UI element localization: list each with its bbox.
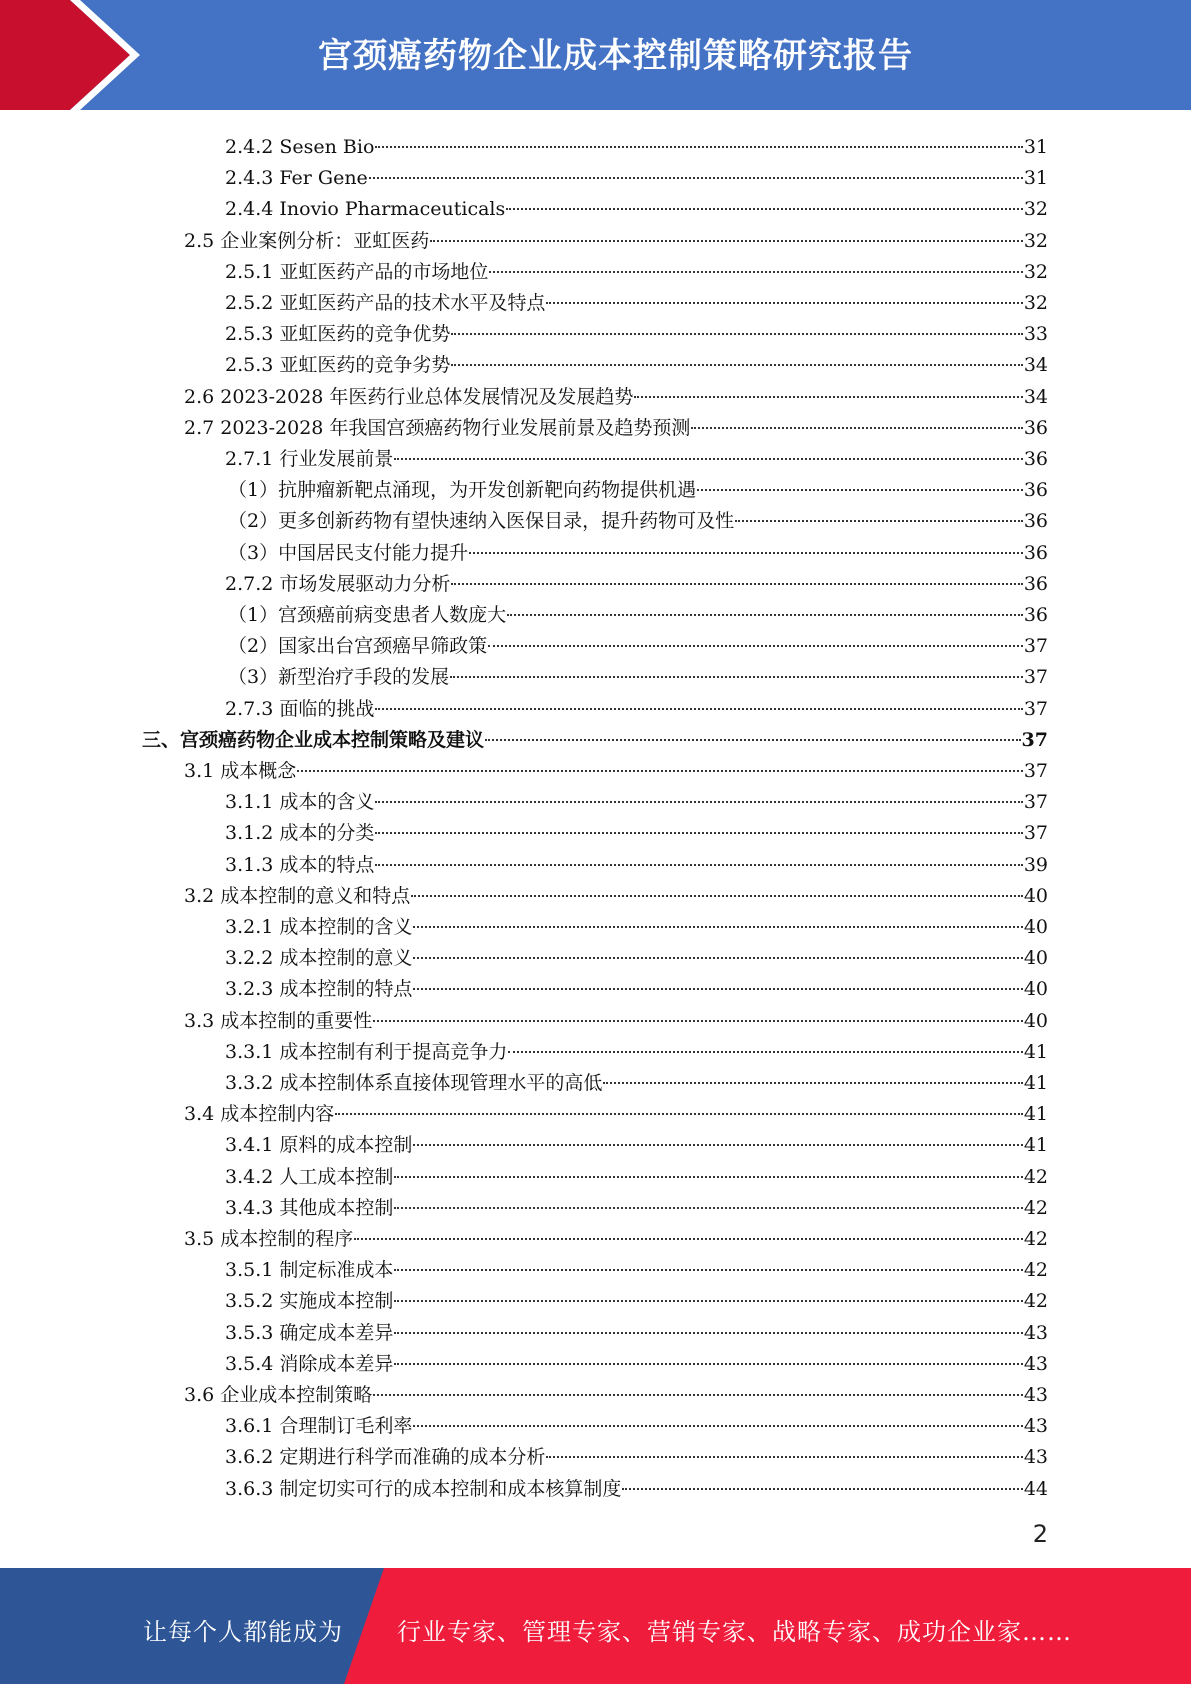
toc-entry-label: （3）新型治疗手段的发展	[228, 666, 450, 689]
toc-entry-page: 32	[1023, 198, 1048, 221]
toc-entry-page: 43	[1023, 1384, 1048, 1406]
toc-leader-dots	[394, 434, 1022, 460]
toc-entry-page: 36	[1023, 604, 1048, 626]
toc-entry-label: 3.6 企业成本控制策略	[184, 1384, 373, 1406]
toc-entry-label: （3）中国居民支付能力提升	[228, 541, 469, 564]
toc-leader-dots	[697, 465, 1023, 491]
report-title: 宫颈癌药物企业成本控制策略研究报告	[318, 36, 913, 76]
page-footer	[0, 1568, 1191, 1684]
toc-leader-dots	[735, 496, 1023, 522]
toc-leader-dots	[413, 933, 1022, 959]
toc-entry-label: （1）宫颈癌前病变患者人数庞大	[228, 604, 507, 626]
toc-entry-page: 37	[1023, 791, 1048, 814]
toc-entry-page: 43	[1023, 1415, 1048, 1438]
toc-entry-page: 42	[1023, 1259, 1048, 1282]
toc-leader-dots	[394, 1245, 1022, 1271]
toc-leader-dots	[469, 528, 1023, 554]
toc-entry-label: 2.5.3 亚虹医药的竞争劣势	[225, 354, 451, 377]
toc-entry-page: 44	[1023, 1477, 1048, 1500]
toc-entry-page: 31	[1023, 136, 1048, 158]
toc-entry-label: 2.6 2023-2028 年医药行业总体发展情况及发展趋势	[184, 385, 634, 408]
toc-entry-page: 36	[1023, 479, 1048, 502]
toc-entry-page: 40	[1023, 916, 1048, 938]
toc-entry-page: 36	[1023, 541, 1048, 564]
toc-entry-label: 3.3 成本控制的重要性	[184, 1009, 373, 1032]
toc-entry-page: 37	[1021, 728, 1048, 751]
toc-entry-page: 36	[1023, 416, 1048, 439]
toc-entry-label: 3.4.3 其他成本控制	[225, 1196, 394, 1219]
toc-leader-dots	[488, 621, 1023, 647]
toc-entry-page: 40	[1023, 1009, 1048, 1032]
toc-leader-dots	[375, 840, 1022, 866]
toc-entry-page: 42	[1023, 1290, 1048, 1313]
toc-entry[interactable]	[225, 1469, 1048, 1500]
toc-leader-dots	[369, 153, 1023, 179]
toc-entry-page: 34	[1023, 354, 1048, 377]
toc-entry-page: 41	[1023, 1134, 1048, 1157]
toc-leader-dots	[375, 777, 1022, 803]
toc-leader-dots	[413, 902, 1022, 928]
toc-leader-dots	[373, 996, 1023, 1022]
toc-leader-dots	[394, 1152, 1022, 1178]
toc-leader-dots	[622, 1464, 1022, 1490]
toc-entry-page: 37	[1023, 760, 1048, 782]
toc-entry-page: 36	[1023, 510, 1048, 533]
toc-entry-page: 41	[1023, 1072, 1048, 1094]
toc-leader-dots	[394, 1276, 1022, 1302]
toc-entry-label: 2.5.1 亚虹医药产品的市场地位	[225, 260, 489, 283]
toc-entry-page: 43	[1023, 1446, 1048, 1469]
toc-leader-dots	[451, 309, 1022, 335]
toc-leader-dots	[373, 1370, 1023, 1396]
toc-leader-dots	[413, 1401, 1022, 1427]
toc-entry-page: 41	[1023, 1103, 1048, 1126]
toc-entry-label: 3.1.2 成本的分类	[225, 822, 375, 845]
toc-entry-page: 42	[1023, 1196, 1048, 1219]
toc-entry-label: 3.5.1 制定标准成本	[225, 1259, 394, 1282]
toc-entry-label: （1）抗肿瘤新靶点涌现，为开发创新靶向药物提供机遇	[228, 479, 697, 502]
toc-entry-page: 42	[1023, 1228, 1048, 1250]
toc-entry-page: 37	[1023, 697, 1048, 720]
toc-leader-dots	[354, 1214, 1023, 1240]
toc-leader-dots	[394, 1339, 1022, 1365]
page-header	[0, 0, 1191, 110]
toc-leader-dots	[691, 403, 1022, 429]
toc-entry-label: 3.4.2 人工成本控制	[225, 1165, 394, 1188]
toc-leader-dots	[546, 1432, 1022, 1458]
toc-entry-label: 2.5 企业案例分析：亚虹医药	[184, 229, 430, 252]
toc-entry-page: 31	[1023, 167, 1048, 190]
toc-entry-page: 41	[1023, 1040, 1048, 1063]
toc-entry-label: 2.4.3 Fer Gene	[225, 167, 368, 190]
toc-entry-label: 3.5.4 消除成本差异	[225, 1352, 394, 1375]
toc-entry-label: 2.5.2 亚虹医药产品的技术水平及特点	[225, 292, 546, 314]
toc-leader-dots	[603, 1058, 1022, 1084]
toc-entry-label: 3.1.3 成本的特点	[225, 853, 375, 876]
toc-entry-label: 3.3.2 成本控制体系直接体现管理水平的高低	[225, 1072, 603, 1094]
footer-slogan-left: 让每个人都能成为	[143, 1618, 343, 1646]
toc-entry-page: 37	[1023, 635, 1048, 658]
toc-leader-dots	[375, 808, 1022, 834]
toc-entry-label: 3.5 成本控制的程序	[184, 1228, 354, 1250]
toc-entry-label: 3.4.1 原料的成本控制	[225, 1134, 413, 1157]
toc-entry-label: 3.2.2 成本控制的意义	[225, 947, 413, 970]
toc-leader-dots	[413, 964, 1022, 990]
toc-leader-dots	[430, 216, 1023, 242]
toc-leader-dots	[507, 590, 1023, 616]
toc-leader-dots	[508, 1027, 1022, 1053]
toc-entry-page: 32	[1023, 292, 1048, 314]
toc-entry-page: 37	[1023, 666, 1048, 689]
toc-entry-label: 三、宫颈癌药物企业成本控制策略及建议	[142, 728, 485, 751]
toc-leader-dots	[394, 1183, 1022, 1209]
toc-entry-page: 36	[1023, 448, 1048, 470]
toc-entry-page: 32	[1023, 229, 1048, 252]
toc-entry-page: 42	[1023, 1165, 1048, 1188]
toc-leader-dots	[394, 1308, 1022, 1334]
toc-leader-dots	[451, 559, 1022, 585]
toc-entry-label: （2）更多创新药物有望快速纳入医保目录，提升药物可及性	[228, 510, 735, 533]
toc-leader-dots	[375, 684, 1022, 710]
toc-entry-label: 2.7.2 市场发展驱动力分析	[225, 572, 451, 595]
toc-entry-label: 3.2 成本控制的意义和特点	[184, 884, 411, 907]
toc-leader-dots	[450, 652, 1023, 678]
toc-leader-dots	[485, 715, 1021, 741]
toc-leader-dots	[489, 247, 1022, 273]
toc-entry-label: 2.5.3 亚虹医药的竞争优势	[225, 323, 451, 346]
toc-entry-label: （2）国家出台宫颈癌早筛政策	[228, 635, 488, 658]
toc-leader-dots	[634, 372, 1022, 398]
toc-entry-label: 3.3.1 成本控制有利于提高竞争力	[225, 1040, 508, 1063]
toc-entry-page: 40	[1023, 947, 1048, 970]
toc-entry-label: 3.1 成本概念	[184, 760, 297, 782]
toc-entry-label: 3.5.2 实施成本控制	[225, 1290, 394, 1313]
toc-leader-dots	[375, 122, 1022, 148]
toc-entry-label: 3.2.1 成本控制的含义	[225, 916, 413, 938]
toc-leader-dots	[411, 871, 1023, 897]
toc-entry-label: 2.7.1 行业发展前景	[225, 448, 394, 470]
toc-entry-page: 34	[1023, 385, 1048, 408]
toc-entry-page: 43	[1023, 1321, 1048, 1344]
toc-entry-label: 3.2.3 成本控制的特点	[225, 978, 413, 1001]
toc-entry-label: 2.7.3 面临的挑战	[225, 697, 375, 720]
toc-entry-label: 3.6.2 定期进行科学而准确的成本分析	[225, 1446, 546, 1469]
toc-entry-page: 37	[1023, 822, 1048, 845]
toc-entry-page: 32	[1023, 260, 1048, 283]
toc-entry-label: 2.4.2 Sesen Bio	[225, 136, 375, 158]
toc-entry-label: 3.6.3 制定切实可行的成本控制和成本核算制度	[225, 1477, 622, 1500]
toc-entry-label: 3.6.1 合理制订毛利率	[225, 1415, 413, 1438]
page-number: 2	[1032, 1520, 1048, 1548]
toc-entry-page: 40	[1023, 884, 1048, 907]
toc-entry-label: 3.1.1 成本的含义	[225, 791, 375, 814]
toc-entry-label: 3.5.3 确定成本差异	[225, 1321, 394, 1344]
toc-leader-dots	[297, 746, 1023, 772]
toc-entry-page: 33	[1023, 323, 1048, 346]
toc-entry-label: 3.4 成本控制内容	[184, 1103, 335, 1126]
toc-entry-page: 43	[1023, 1352, 1048, 1375]
toc-entry-page: 36	[1023, 572, 1048, 595]
toc-entry-label: 2.7 2023-2028 年我国宫颈癌药物行业发展前景及趋势预测	[184, 416, 691, 439]
toc-entry-page: 40	[1023, 978, 1048, 1001]
toc-leader-dots	[546, 278, 1022, 304]
toc-leader-dots	[335, 1089, 1023, 1115]
toc-entry-label: 2.4.4 Inovio Pharmaceuticals	[225, 198, 506, 221]
footer-slogan-right: 行业专家、管理专家、营销专家、战略专家、成功企业家……	[397, 1618, 1072, 1646]
toc-leader-dots	[413, 1120, 1022, 1146]
toc-entry-page: 39	[1023, 853, 1048, 876]
toc-leader-dots	[506, 184, 1023, 210]
toc-leader-dots	[451, 340, 1022, 366]
